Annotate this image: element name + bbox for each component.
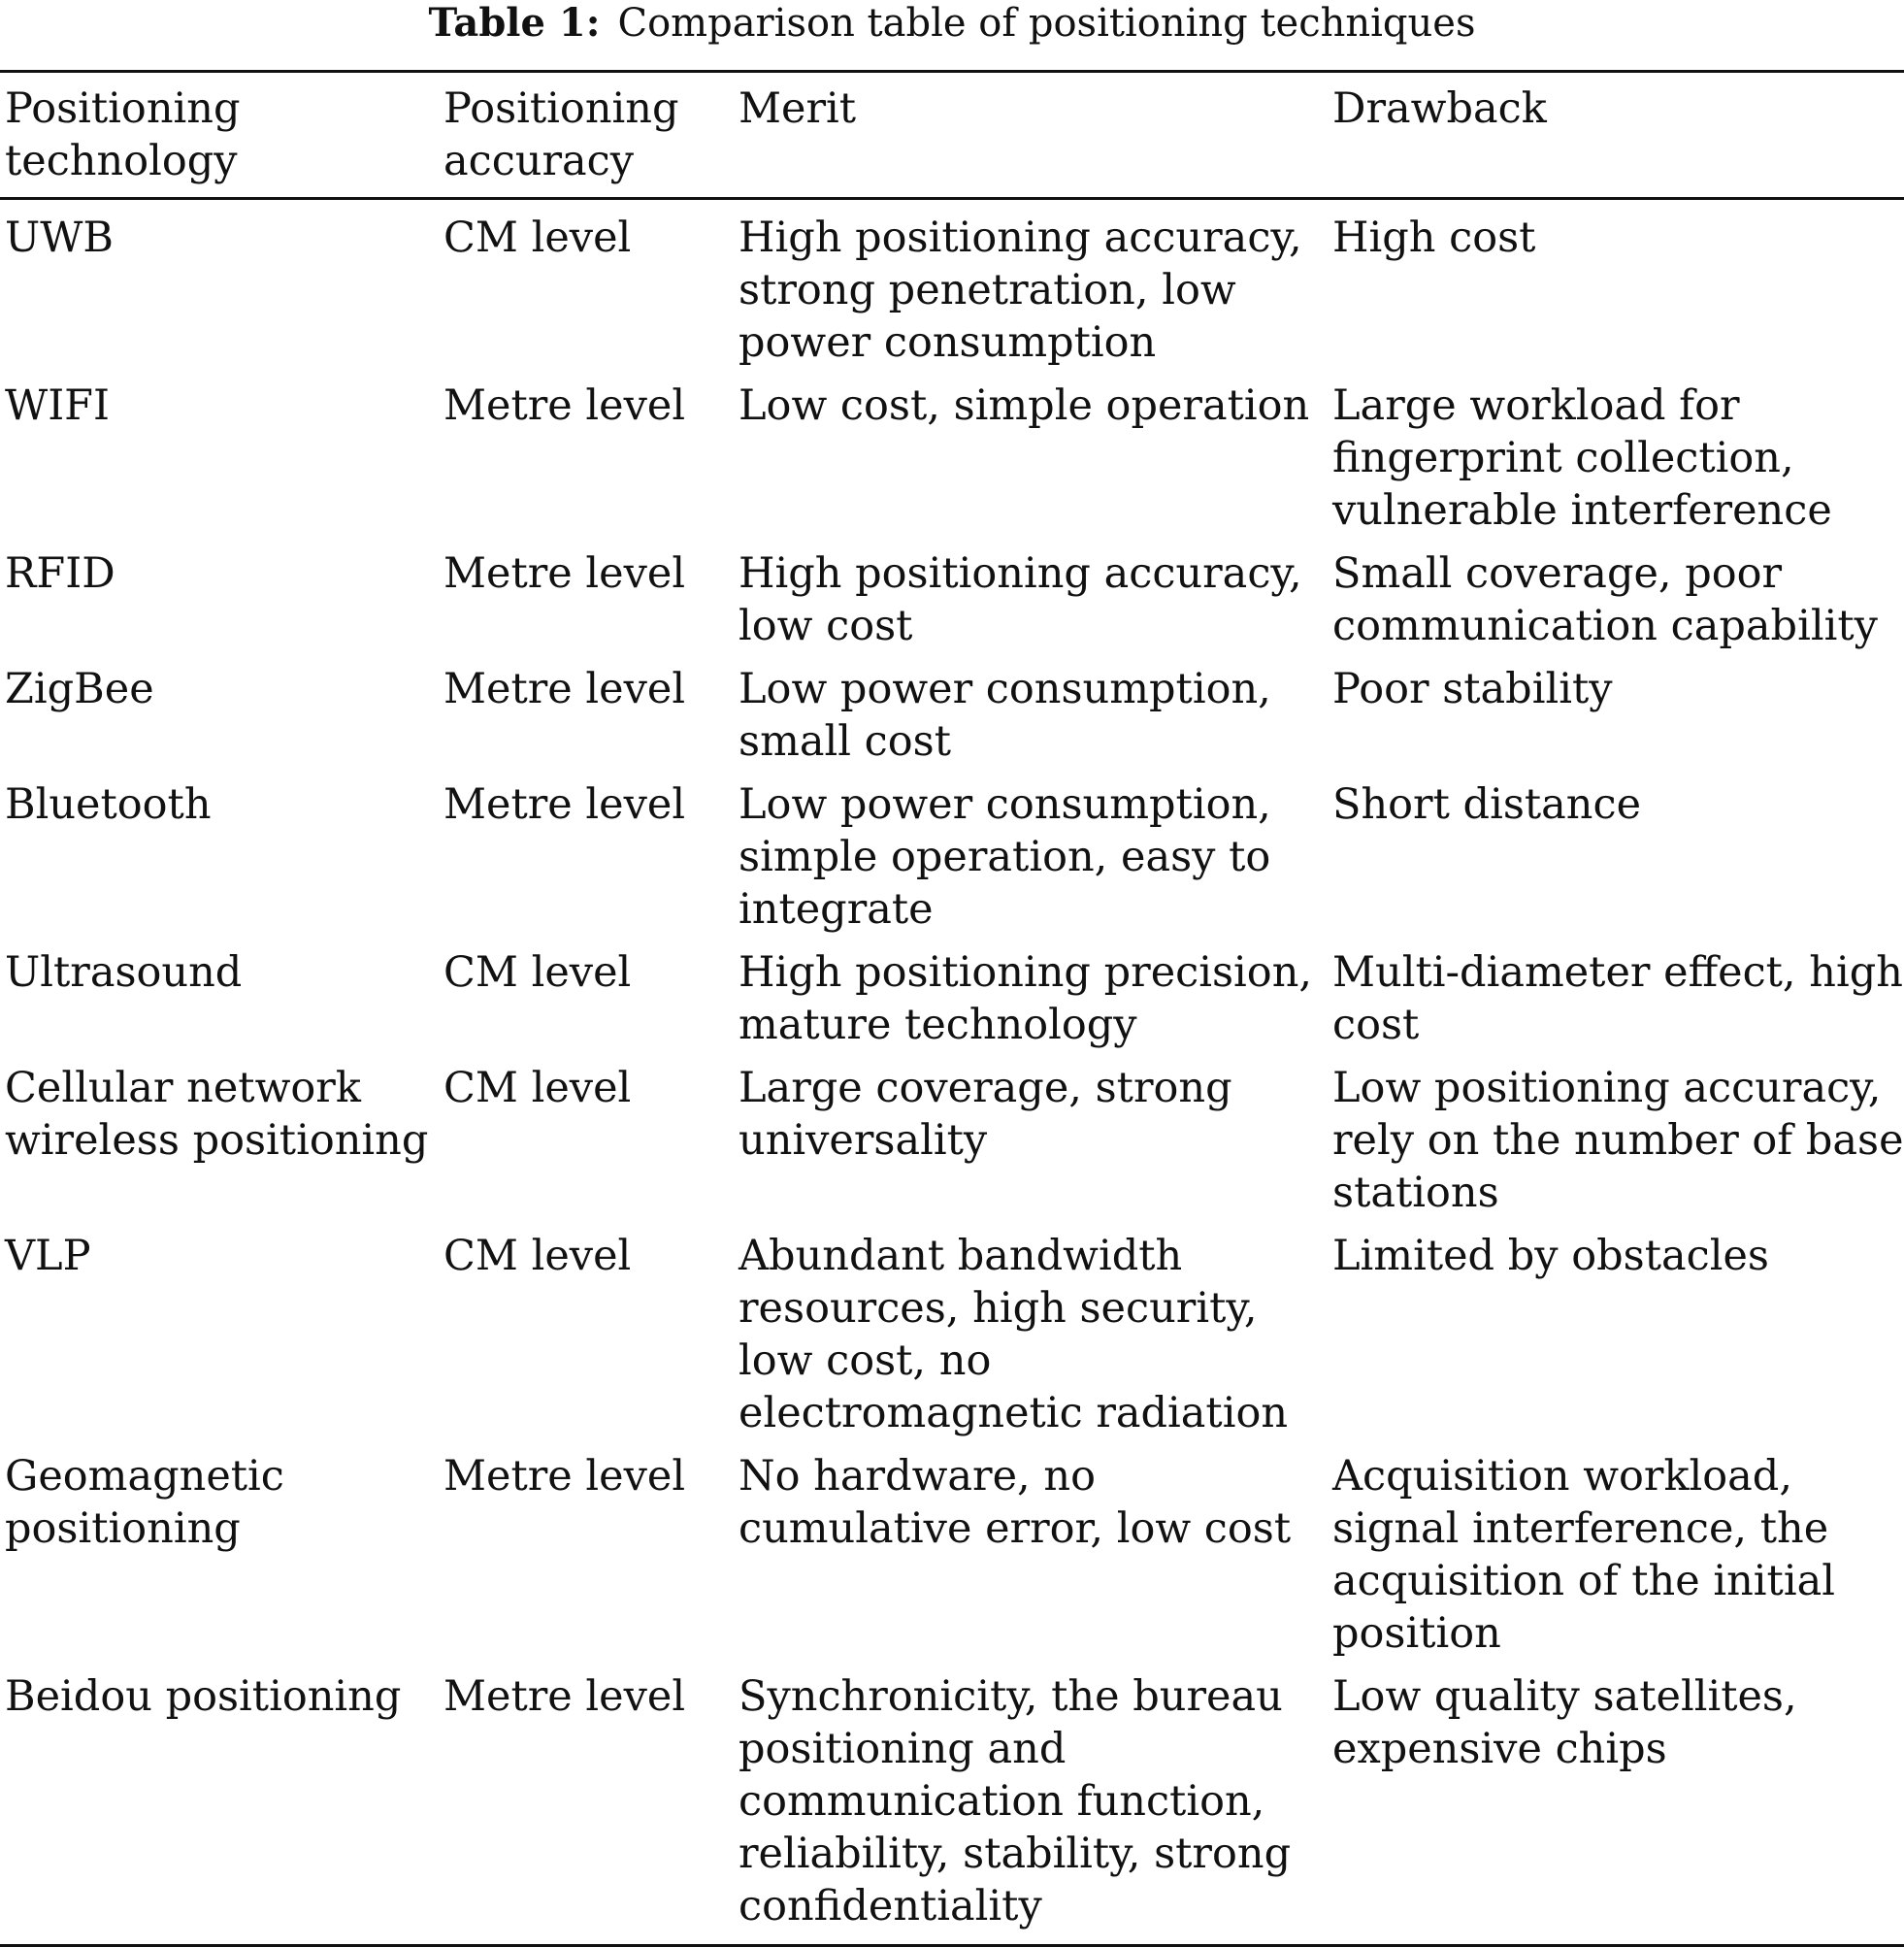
cell-drawback: Short distance (1332, 780, 1642, 829)
header-positioning-technology: Positioning technology (0, 73, 439, 199)
header-merit: Merit (734, 73, 1328, 199)
cell-accuracy: Metre level (443, 780, 686, 829)
table-row (0, 771, 1904, 939)
cell-technology: ZigBee (5, 665, 154, 713)
cell-merit: No hardware, no cumulative error, low cost (739, 1452, 1292, 1553)
cell-merit: Low cost, simple operation (739, 381, 1310, 430)
cell-merit: Abundant bandwidth resources, high security, low cost, no electromagnetic radiation (739, 1232, 1289, 1437)
cell-technology: UWB (5, 214, 115, 262)
cell-drawback: Limited by obstacles (1332, 1232, 1769, 1280)
header-row (0, 73, 1904, 199)
cell-accuracy: Metre level (443, 665, 686, 713)
cell-merit: High positioning accuracy, low cost (739, 549, 1302, 650)
comparison-table (0, 73, 1904, 1944)
cell-merit: Large coverage, strong universality (739, 1064, 1232, 1165)
table-row (0, 540, 1904, 655)
cell-technology: Geomagnetic positioning (5, 1452, 284, 1553)
cell-accuracy: CM level (443, 1232, 632, 1280)
table-row (0, 1054, 1904, 1222)
cell-accuracy: Metre level (443, 1452, 686, 1501)
table-header (0, 73, 1904, 199)
cell-drawback: Poor stability (1332, 665, 1613, 713)
cell-merit: Synchronicity, the bureau positioning and communication function, reliability, stability, strong confidentiality (739, 1672, 1292, 1930)
cell-technology: WIFI (5, 381, 111, 430)
cell-technology: Cellular network wireless positioning (5, 1064, 429, 1165)
header-positioning-accuracy: Positioning accuracy (439, 73, 734, 199)
cell-merit: High positioning accuracy, strong penetration, low power consumption (739, 214, 1302, 367)
cell-merit: High positioning precision, mature technology (739, 948, 1313, 1049)
table-caption (0, 0, 1904, 60)
cell-technology: RFID (5, 549, 115, 598)
cell-merit: Low power consumption, small cost (739, 665, 1271, 766)
table-row (0, 1222, 1904, 1442)
table-body (0, 199, 1904, 1945)
cell-accuracy: Metre level (443, 549, 686, 598)
cell-drawback: Small coverage, poor communication capability (1332, 549, 1878, 650)
cell-drawback: Large workload for fingerprint collection, vulnerable interference (1332, 381, 1832, 535)
cell-accuracy: Metre level (443, 1672, 686, 1721)
table-row (0, 372, 1904, 540)
cell-technology: VLP (5, 1232, 91, 1280)
cell-drawback: Multi-diameter effect, high cost (1332, 948, 1903, 1049)
cell-merit: Low power consumption, simple operation, easy to integrate (739, 780, 1271, 934)
table-row (0, 1663, 1904, 1944)
table-row (0, 655, 1904, 771)
comparison-table-wrapper (0, 70, 1904, 1947)
table-row (0, 199, 1904, 373)
cell-drawback: Acquisition workload, signal interference, the acquisition of the initial position (1332, 1452, 1835, 1658)
cell-accuracy: CM level (443, 1064, 632, 1112)
cell-drawback: Low quality satellites, expensive chips (1332, 1672, 1797, 1773)
table-caption-label: Table 1: (428, 0, 601, 46)
cell-accuracy: CM level (443, 948, 632, 997)
header-drawback: Drawback (1328, 73, 1904, 199)
table-caption-text: Comparison table of positioning techniques (617, 1, 1476, 46)
table-row (0, 939, 1904, 1054)
cell-technology: Ultrasound (5, 948, 243, 997)
cell-technology: Bluetooth (5, 780, 212, 829)
cell-accuracy: CM level (443, 214, 632, 262)
cell-accuracy: Metre level (443, 381, 686, 430)
table-row (0, 1442, 1904, 1663)
cell-drawback: Low positioning accuracy, rely on the number of base stations (1332, 1064, 1904, 1217)
cell-drawback: High cost (1332, 214, 1536, 262)
cell-technology: Beidou positioning (5, 1672, 402, 1721)
